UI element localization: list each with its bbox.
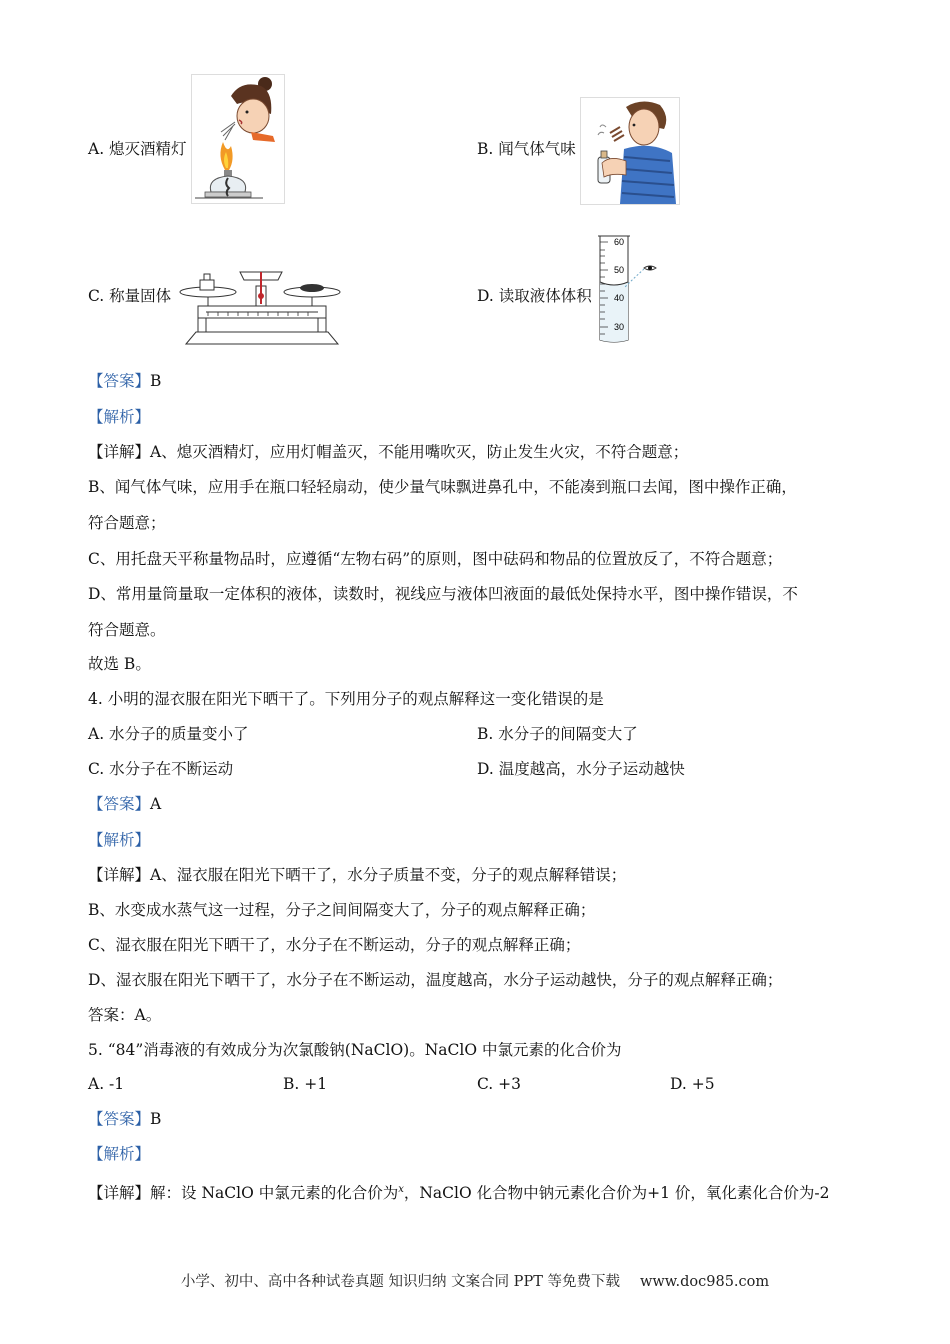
cylinder-tick-label: 30: [614, 322, 625, 332]
alcohol-lamp-figure: [191, 74, 285, 204]
q5-option-d: D. +5: [670, 1075, 715, 1093]
detail-text: A、湿衣服在阳光下晒干了，水分子质量不变，分子的观点解释错误；: [150, 866, 627, 884]
q4-option-c: C. 水分子在不断运动: [88, 760, 234, 778]
q4-stem: 4. 小明的湿衣服在阳光下晒干了。下列用分子的观点解释这一变化错误的是: [88, 690, 604, 708]
q3-conclusion: 故选 B。: [88, 655, 151, 673]
option-a: A. 熄灭酒精灯: [88, 140, 187, 158]
detail-tag: 【详解】: [88, 866, 151, 884]
detail-tag: 【详解】: [88, 443, 151, 461]
q4-conclusion: 答案：A。: [88, 1006, 162, 1024]
cylinder-tick-label: 40: [614, 293, 625, 303]
q3-detail-line: B、闻气体气味，应用手在瓶口轻轻扇动，使少量气味飘进鼻孔中，不能凑到瓶口去闻，图中操作正确，: [88, 478, 797, 496]
q5-analysis-tag: 【解析】: [88, 1145, 151, 1163]
q4-answer: [88, 793, 161, 815]
detail-tag: 【详解】: [88, 1184, 151, 1202]
balance-figure: [178, 266, 346, 346]
cylinder-tick-label: 60: [614, 237, 625, 247]
q4-option-d: D. 温度越高，水分子运动越快: [477, 760, 685, 778]
q3-detail-line: [88, 441, 688, 463]
q3-answer: [88, 370, 161, 392]
q3-analysis-tag: 【解析】: [88, 408, 151, 426]
q4-detail-line: C、湿衣服在阳光下晒干了，水分子在不断运动，分子的观点解释正确；: [88, 936, 581, 954]
q4-detail-line: D、湿衣服在阳光下晒干了，水分子在不断运动，温度越高，水分子运动越快，分子的观点解释正确；: [88, 971, 783, 989]
q3-detail-line: C、用托盘天平称量物品时，应遵循“左物右码”的原则，图中砝码和物品的位置放反了，不符合题意；: [88, 550, 783, 568]
smell-gas-figure: [580, 97, 680, 205]
cylinder-tick-label: 50: [614, 265, 625, 275]
q3-detail-line: D、常用量筒量取一定体积的液体，读数时，视线应与液体凹液面的最低处保持水平，图中操作错误，不: [88, 585, 798, 603]
q5-option-a: A. -1: [88, 1075, 125, 1093]
detail-text: A、熄灭酒精灯，应用灯帽盖灭，不能用嘴吹灭，防止发生火灾，不符合题意；: [150, 443, 689, 461]
q4-detail-line: [88, 864, 626, 886]
q3-detail-line: 符合题意；: [88, 514, 166, 532]
answer-value: B: [150, 372, 162, 390]
detail-text: ，NaClO 化合物中钠元素化合价为+1 价，氧化素化合价为-2: [403, 1184, 830, 1202]
option-b: B. 闻气体气味: [477, 140, 576, 158]
answer-tag: 【答案】: [88, 372, 151, 390]
footer-link[interactable]: www.doc985.com: [639, 1274, 770, 1290]
option-d: D. 读取液体体积: [477, 287, 592, 305]
page-footer: [0, 1270, 950, 1291]
answer-tag: 【答案】: [88, 795, 151, 813]
q5-answer: [88, 1108, 161, 1130]
answer-value: B: [150, 1110, 162, 1128]
q3-detail-line: 符合题意。: [88, 621, 166, 639]
q4-option-b: B. 水分子的间隔变大了: [477, 725, 638, 743]
q5-option-c: C. +3: [477, 1075, 522, 1093]
q5-stem: 5. “84”消毒液的有效成分为次氯酸钠(NaClO)。NaClO 中氯元素的化合价为: [88, 1041, 622, 1059]
graduated-cylinder-figure: [594, 232, 660, 346]
q4-option-a: A. 水分子的质量变小了: [88, 725, 249, 743]
q5-option-b: B. +1: [283, 1075, 328, 1093]
variable-x: x: [398, 1184, 404, 1195]
q4-analysis-tag: 【解析】: [88, 831, 151, 849]
q4-detail-line: B、水变成水蒸气这一过程，分子之间间隔变大了，分子的观点解释正确；: [88, 901, 596, 919]
answer-tag: 【答案】: [88, 1110, 151, 1128]
q5-detail-line: [88, 1179, 829, 1204]
detail-text: 解：设 NaClO 中氯元素的化合价为: [150, 1184, 399, 1202]
answer-value: A: [150, 795, 162, 813]
option-c: C. 称量固体: [88, 287, 172, 305]
footer-text: 小学、初中、高中各种试卷真题 知识归纳 文案合同 PPT 等免费下载: [180, 1274, 620, 1290]
